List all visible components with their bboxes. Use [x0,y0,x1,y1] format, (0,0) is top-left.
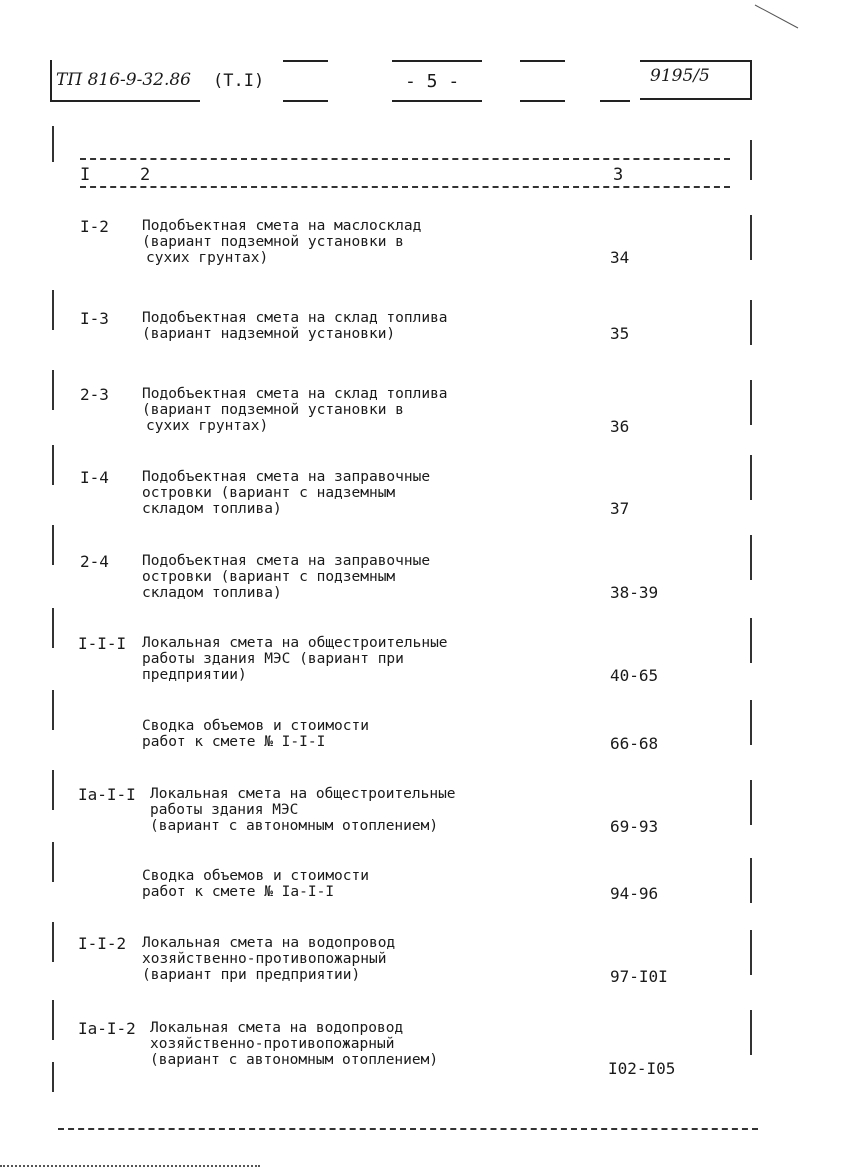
entry-line: (вариант надземной установки) [142,326,396,342]
margin-mark-left-1 [52,126,54,162]
margin-mark-right-9 [750,780,752,825]
entry-pages: 35 [610,324,630,343]
entry-pages: 97-I0I [610,967,668,986]
margin-mark-right-7 [750,618,752,663]
entry-code: I-2 [80,217,109,236]
column-header-3: 3 [613,165,624,185]
margin-mark-right-5 [750,455,752,500]
entry-pages: 37 [610,499,630,518]
entry-pages: 94-96 [610,884,659,903]
entry-line: Сводка объемов и стоимости [142,868,369,884]
entry-line: сухих грунтах) [146,418,269,434]
inventory-box-right [750,60,752,100]
entry-line: работ к смете № Iа-I-I [142,884,335,900]
entry-code: I-I-2 [78,934,127,953]
entry-code: I-4 [80,468,109,487]
entry-code: Iа-I-I [78,785,136,804]
margin-mark-left-6 [52,608,54,648]
margin-mark-left-4 [52,445,54,485]
entry-line: Локальная смета на водопровод [150,1020,404,1036]
entry-line: складом топлива) [142,501,282,517]
entry-line: работ к смете № I-I-I [142,734,326,750]
entry-line: складом топлива) [142,585,282,601]
margin-mark-right-6 [750,535,752,580]
header-frame-bottom [50,100,200,102]
column-header-2: 2 [140,165,151,185]
entry-line: Локальная смета на общестроительные [142,635,448,651]
margin-mark-right-11 [750,930,752,975]
margin-mark-right-10 [750,858,752,903]
entry-line: (вариант при предприятии) [142,967,361,983]
entry-code: Iа-I-2 [78,1019,136,1038]
margin-mark-right-2 [750,215,752,260]
margin-mark-right-12 [750,1010,752,1055]
margin-mark-left-8 [52,770,54,810]
entry-line: хозяйственно-противопожарный [150,1036,395,1052]
entry-line: островки (вариант с надземным [142,485,396,501]
entry-line: хозяйственно-противопожарный [142,951,387,967]
document-code: ТП 816-9-32.86 [56,70,191,90]
entry-line: работы здания МЭС (вариант при [142,651,404,667]
margin-mark-left-7 [52,690,54,730]
entry-line: (вариант подземной установки в [142,234,404,250]
colhead-bottom-rule [80,186,730,188]
entry-line: работы здания МЭС [150,802,299,818]
entry-pages: 34 [610,248,630,267]
bottom-rule [58,1128,758,1130]
corner-mark [750,0,810,30]
entry-pages: 66-68 [610,734,659,753]
header-top-rule-1 [283,60,328,62]
entry-line: Локальная смета на общестроительные [150,786,456,802]
column-header-1: I [80,165,91,185]
margin-mark-left-12 [52,1062,54,1092]
entry-line: (вариант с автономным отоплением) [150,818,439,834]
entry-code: I-I-I [78,634,127,653]
entry-pages: I02-I05 [608,1059,676,1078]
entry-line: островки (вариант с подземным [142,569,396,585]
volume-label: (Т.I) [213,71,265,91]
inventory-box-top [640,60,752,62]
margin-mark-right-1 [750,140,752,180]
page-number: - 5 - [405,71,460,92]
entry-line: Подобъектная смета на заправочные [142,553,431,569]
entry-code: 2-3 [80,385,109,404]
entry-line: Сводка объемов и стоимости [142,718,369,734]
header-top-rule-3 [520,60,565,62]
margin-mark-left-3 [52,370,54,410]
entry-line: Подобъектная смета на заправочные [142,469,431,485]
entry-pages: 38-39 [610,583,659,602]
entry-pages: 36 [610,417,630,436]
inventory-box-bottom [640,98,752,100]
margin-mark-left-11 [52,1000,54,1040]
entry-line: (вариант с автономным отоплением) [150,1052,439,1068]
entry-pages: 40-65 [610,666,659,685]
entry-pages: 69-93 [610,817,659,836]
entry-code: 2-4 [80,552,109,571]
entry-line: Подобъектная смета на склад топлива [142,386,448,402]
margin-mark-left-9 [52,842,54,882]
margin-mark-right-8 [750,700,752,745]
footer-edge-rule [0,1165,260,1167]
entry-line: Подобъектная смета на склад топлива [142,310,448,326]
margin-mark-right-4 [750,380,752,425]
entry-line: предприятии) [142,667,247,683]
entry-line: Подобъектная смета на маслосклад [142,218,422,234]
margin-mark-left-10 [52,922,54,962]
header-rule-2 [392,100,482,102]
margin-mark-left-5 [52,525,54,565]
colhead-top-rule [80,158,730,160]
header-rule-3 [520,100,565,102]
header-rule-1 [283,100,328,102]
header-frame-left [50,60,52,102]
inventory-number: 9195/5 [650,66,710,86]
entry-line: (вариант подземной установки в [142,402,404,418]
header-top-rule-2 [392,60,482,62]
entry-line: Локальная смета на водопровод [142,935,396,951]
margin-mark-right-3 [750,300,752,345]
header-rule-4 [600,100,630,102]
entry-code: I-3 [80,309,109,328]
entry-line: сухих грунтах) [146,250,269,266]
margin-mark-left-2 [52,290,54,330]
